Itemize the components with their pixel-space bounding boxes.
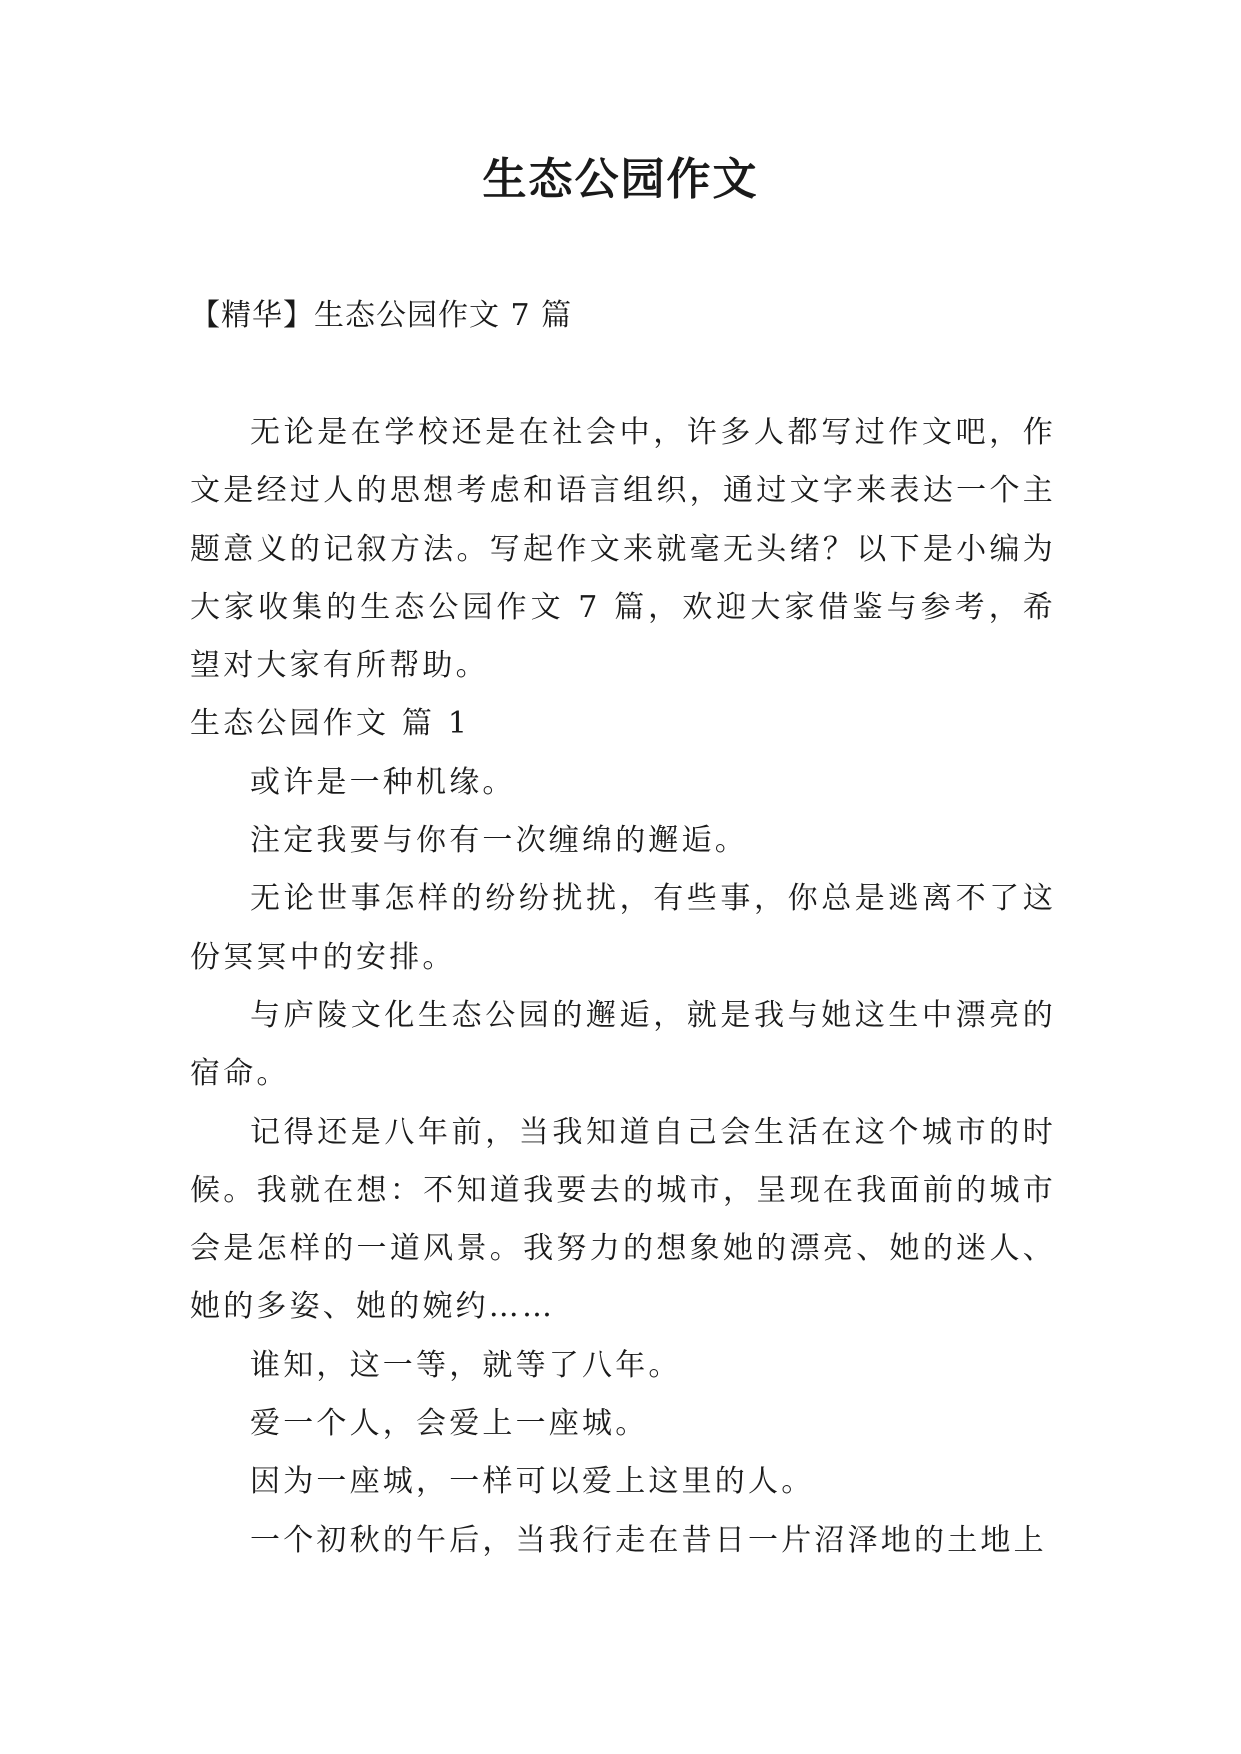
paragraph: 无论是在学校还是在社会中，许多人都写过作文吧，作文是经过人的思想考虑和语言组织，通过文字来表达一个主题意义的记叙方法。写起作文来就毫无头绪？以下是小编为大家收集的生态公园作文 7 篇，欢迎大家借鉴与参考，希望对大家有所帮助。: [190, 415, 1056, 684]
paragraph: 谁知，这一等，就等了八年。: [250, 1347, 682, 1383]
paragraph: 注定我要与你有一次缠绵的邂逅。: [250, 823, 748, 859]
paragraph: 一个初秋的午后，当我行走在昔日一片沼泽地的土地上: [250, 1522, 1047, 1558]
document-title: 生态公园作文: [482, 154, 759, 205]
paragraph: 记得还是八年前，当我知道自己会生活在这个城市的时候。我就在想：不知道我要去的城市，呈现在我面前的城市会是怎样的一道风景。我努力的想象她的漂亮、她的迷人、她的多姿、她的婉约……: [190, 1114, 1056, 1325]
paragraph: 或许是一种机缘。: [250, 764, 516, 800]
document-subtitle: 【精华】生态公园作文 7 篇: [190, 298, 573, 333]
paragraph: 爱一个人，会爱上一座城。: [250, 1406, 649, 1442]
paragraph: 因为一座城，一样可以爱上这里的人。: [250, 1464, 815, 1500]
document-body: [190, 404, 1056, 1570]
paragraph: 无论世事怎样的纷纷扰扰，有些事，你总是逃离不了这份冥冥中的安排。: [190, 881, 1056, 975]
section-heading: 生态公园作文 篇 1: [190, 706, 471, 742]
paragraph: 与庐陵文化生态公园的邂逅，就是我与她这生中漂亮的宿命。: [190, 997, 1056, 1092]
